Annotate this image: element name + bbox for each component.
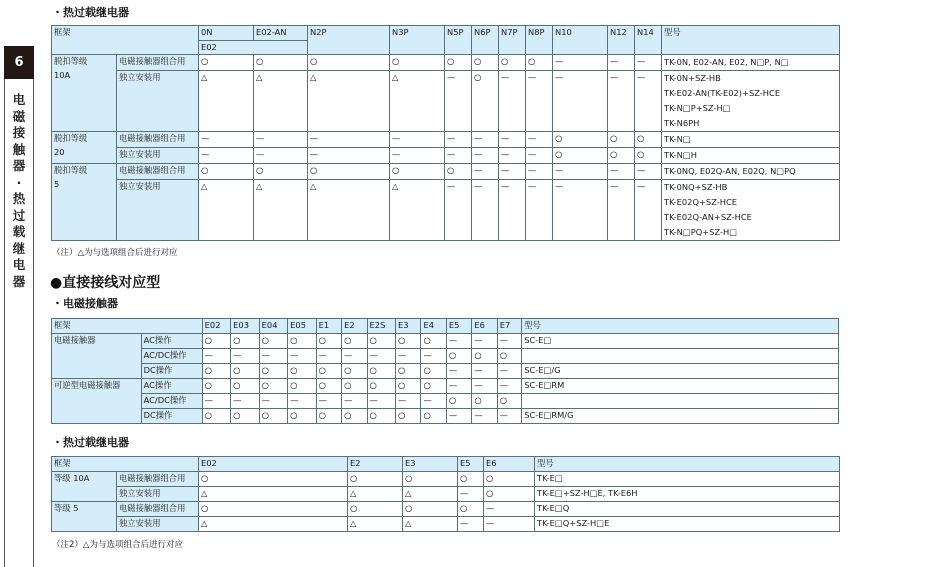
header-frame-cell: N10 (553, 26, 608, 55)
header-frame-cell: N3P (390, 26, 445, 55)
row-cell: ○ (308, 55, 390, 71)
row-cell: ○ (396, 379, 421, 394)
row-cell: ○ (472, 55, 499, 71)
row-cell: — (499, 164, 526, 180)
row-cell: ○ (396, 409, 421, 424)
row-cell: ○ (202, 379, 231, 394)
row-cell: — (458, 487, 484, 502)
row-model: SC-E□RM (522, 379, 839, 394)
row-cell: ○ (316, 334, 341, 349)
header-frame-cell: E2 (348, 457, 403, 472)
row-cell: ○ (367, 334, 396, 349)
row-cell: — (526, 164, 553, 180)
row-operation: AC/DC操作 (141, 349, 202, 364)
header-frame-cell: E02 (199, 457, 348, 472)
table-row (52, 132, 840, 148)
row-kind: 独立安装用 (117, 487, 199, 502)
row-cell: ○ (445, 55, 472, 71)
row-cell: — (526, 148, 553, 164)
row-cell: — (608, 55, 635, 71)
model-line: TK-E02Q-AN+SZ-HCE (664, 212, 752, 222)
row-cell: ○ (308, 164, 390, 180)
row-cell: ○ (202, 364, 231, 379)
row-cell: — (396, 394, 421, 409)
row-model (662, 164, 840, 180)
row-cell: — (445, 180, 472, 241)
header-model: 型号 (535, 457, 840, 472)
header-frame-cell: E05 (288, 319, 317, 334)
model-line: TK-N□ (664, 134, 691, 144)
row-cell: — (396, 349, 421, 364)
row-cell: ○ (231, 409, 260, 424)
row-cell: — (526, 180, 553, 241)
header-frame-cell: E4 (421, 319, 446, 334)
row-cell: ○ (367, 409, 396, 424)
table-row (52, 334, 839, 349)
group-label-line1: 脱扣等级 (54, 56, 88, 66)
row-cell: ○ (421, 364, 446, 379)
row-model: SC-E□/G (522, 364, 839, 379)
row-kind: 电磁接触器组合用 (117, 55, 199, 71)
model-line: TK-0NQ, E02Q-AN, E02Q, N□PQ (664, 166, 796, 176)
header-frame-cell: E6 (484, 457, 535, 472)
chapter-title-text: 电磁接触器·热过载继电器 (12, 92, 26, 289)
row-cell: ○ (390, 55, 445, 71)
table-row (52, 364, 839, 379)
row-cell: — (421, 394, 446, 409)
header-frame-cell: E3 (403, 457, 458, 472)
row-cell: — (254, 148, 308, 164)
row-cell: ○ (254, 55, 308, 71)
table-header-row (52, 457, 840, 472)
row-cell: △ (199, 517, 348, 532)
row-operation: DC操作 (141, 364, 202, 379)
table-header-row (52, 319, 839, 334)
row-cell: ○ (254, 164, 308, 180)
row-cell: — (608, 71, 635, 132)
table-row (52, 349, 839, 364)
row-cell: ○ (367, 379, 396, 394)
row-model: SC-E□RM/G (522, 409, 839, 424)
row-cell: △ (348, 517, 403, 532)
row-kind: 电磁接触器组合用 (117, 502, 199, 517)
section2-title: ●直接接线对应型 (50, 275, 161, 291)
row-cell: ○ (202, 409, 231, 424)
row-cell: ○ (608, 148, 635, 164)
row-cell: — (472, 379, 497, 394)
row-cell: ○ (288, 364, 317, 379)
row-cell: ○ (316, 379, 341, 394)
group-label-line2: 10A (54, 69, 71, 80)
row-model: TK-E□Q+SZ-H□E (535, 517, 840, 532)
table-header-row (52, 26, 840, 41)
thermal-relay-table (51, 25, 840, 241)
row-model (662, 55, 840, 71)
row-cell: △ (403, 517, 458, 532)
row-model (662, 71, 840, 132)
table-row (52, 502, 840, 517)
row-cell: ○ (342, 409, 367, 424)
row-cell: ○ (231, 334, 260, 349)
row-cell: ○ (199, 472, 348, 487)
relay2-table (51, 456, 840, 532)
header-frame-cell: E02 (202, 319, 231, 334)
model-line: TK-0N+SZ-HB (664, 73, 721, 83)
row-cell: ○ (259, 364, 288, 379)
contactor-table (51, 318, 839, 424)
relay2-subtitle: ・热过载继电器 (52, 436, 129, 449)
row-cell: ○ (421, 334, 446, 349)
header-frame-cell: E7 (497, 319, 521, 334)
table-row (52, 379, 839, 394)
row-cell: — (259, 394, 288, 409)
group-label (52, 132, 117, 164)
row-cell: — (202, 394, 231, 409)
row-cell: — (367, 394, 396, 409)
row-cell: — (635, 55, 662, 71)
row-cell: ○ (499, 55, 526, 71)
row-cell: ○ (553, 132, 608, 148)
row-kind: 电磁接触器组合用 (117, 472, 199, 487)
model-line: TK-N□PQ+SZ-H□ (664, 227, 738, 237)
model-line: TK-N6PH (664, 118, 700, 128)
row-cell: ○ (259, 379, 288, 394)
row-cell: ○ (497, 349, 521, 364)
row-cell: △ (390, 71, 445, 132)
row-model (662, 132, 840, 148)
row-cell: — (472, 164, 499, 180)
row-cell: ○ (199, 164, 254, 180)
row-kind: 电磁接触器组合用 (117, 132, 199, 148)
table-row (52, 409, 839, 424)
row-cell: — (308, 148, 390, 164)
header-frame-cell: E1 (316, 319, 341, 334)
table-row (52, 487, 840, 502)
row-cell: — (472, 334, 497, 349)
group-label (52, 55, 117, 132)
row-cell: — (316, 349, 341, 364)
row-cell: ○ (458, 472, 484, 487)
row-cell: — (367, 349, 396, 364)
row-operation: AC操作 (141, 379, 202, 394)
row-cell: — (445, 71, 472, 132)
row-cell: — (484, 517, 535, 532)
row-cell: — (390, 148, 445, 164)
row-model (662, 180, 840, 241)
row-cell: — (497, 334, 521, 349)
row-cell: — (446, 334, 471, 349)
row-cell: ○ (288, 379, 317, 394)
row-cell: — (497, 409, 521, 424)
row-cell: ○ (445, 164, 472, 180)
model-line: TK-0N, E02-AN, E02, N□P, N□ (664, 57, 789, 67)
row-kind: 独立安装用 (117, 71, 199, 132)
header-frame-cell: E02-AN (254, 26, 308, 41)
row-cell: — (390, 132, 445, 148)
row-cell: ○ (421, 379, 446, 394)
row-cell: ○ (458, 502, 484, 517)
row-cell: — (308, 132, 390, 148)
row-cell: — (499, 132, 526, 148)
group-label: 电磁接触器 (52, 334, 142, 379)
row-kind: 独立安装用 (117, 148, 199, 164)
row-cell: — (199, 132, 254, 148)
row-cell: — (484, 502, 535, 517)
row-cell: — (499, 180, 526, 241)
row-cell: ○ (446, 394, 471, 409)
row-cell: △ (348, 487, 403, 502)
contactor-subtitle: ・电磁接触器 (52, 297, 118, 310)
table-row (52, 55, 840, 71)
model-line: TK-E02Q+SZ-HCE (664, 197, 738, 207)
row-cell: △ (308, 71, 390, 132)
row-cell: — (497, 379, 521, 394)
row-cell: ○ (484, 487, 535, 502)
row-cell: — (553, 164, 608, 180)
row-cell: — (499, 148, 526, 164)
group-label-line2: 5 (54, 178, 60, 189)
row-model (522, 394, 839, 409)
table-row (52, 164, 840, 180)
header-frame-cell: N7P (499, 26, 526, 55)
row-cell: — (472, 180, 499, 241)
row-cell: ○ (553, 148, 608, 164)
header-frame-cell: E2S (367, 319, 396, 334)
header-frame-cell: E6 (472, 319, 497, 334)
header-frame: 框架 (52, 26, 199, 55)
row-cell: ○ (288, 409, 317, 424)
row-cell: ○ (316, 409, 341, 424)
row-model: TK-E□+SZ-H□E, TK-E6H (535, 487, 840, 502)
header-frame-cell: 0N (199, 26, 254, 41)
row-cell: ○ (635, 148, 662, 164)
section2-note: （注2）△为与选项组合后进行对应 (52, 540, 183, 550)
header-frame: 框架 (52, 457, 199, 472)
section1-subtitle: ・热过载继电器 (52, 6, 129, 19)
row-cell: — (446, 409, 471, 424)
row-model (522, 349, 839, 364)
row-cell: ○ (390, 164, 445, 180)
row-cell: — (635, 180, 662, 241)
row-cell: ○ (484, 472, 535, 487)
chapter-title-vertical (5, 92, 33, 290)
row-model: TK-E□ (535, 472, 840, 487)
row-cell: — (608, 180, 635, 241)
header-frame-cell: E5 (458, 457, 484, 472)
row-cell: ○ (231, 364, 260, 379)
row-cell: ○ (403, 502, 458, 517)
row-cell: ○ (288, 334, 317, 349)
row-cell: △ (254, 180, 308, 241)
row-cell: — (342, 394, 367, 409)
header-frame-cell: N5P (445, 26, 472, 55)
chapter-number: 6 (4, 46, 34, 79)
chapter-side-tab (4, 46, 34, 567)
row-cell: — (499, 71, 526, 132)
group-label: 等级 5 (52, 502, 117, 532)
group-label-line1: 脱扣等级 (54, 133, 88, 143)
row-cell: — (472, 132, 499, 148)
header-frame-cell: N12 (608, 26, 635, 55)
header-frame-cell: E5 (446, 319, 471, 334)
row-cell: — (472, 148, 499, 164)
model-line: TK-0NQ+SZ-HB (664, 182, 728, 192)
row-cell: ○ (231, 379, 260, 394)
row-cell: — (231, 394, 260, 409)
row-cell: — (288, 394, 317, 409)
row-cell: — (254, 132, 308, 148)
row-cell: ○ (348, 472, 403, 487)
header-frame-cell: N8P (526, 26, 553, 55)
row-cell: △ (199, 71, 254, 132)
row-cell: — (608, 164, 635, 180)
row-cell: — (446, 379, 471, 394)
header-frame-cell: N14 (635, 26, 662, 55)
row-cell: — (231, 349, 260, 364)
row-cell: ○ (526, 55, 553, 71)
row-cell: ○ (608, 132, 635, 148)
group-label: 可逆型电磁接触器 (52, 379, 142, 424)
row-operation: AC/DC操作 (141, 394, 202, 409)
row-cell: ○ (199, 55, 254, 71)
row-cell: ○ (259, 409, 288, 424)
header-frame-cell: N6P (472, 26, 499, 55)
group-label-line1: 脱扣等级 (54, 165, 88, 175)
group-label-line2: 20 (54, 146, 65, 157)
row-cell: — (472, 364, 497, 379)
row-cell: ○ (342, 334, 367, 349)
row-cell: ○ (403, 472, 458, 487)
row-cell: ○ (348, 502, 403, 517)
header-frame-cell: E2 (342, 319, 367, 334)
row-cell: — (445, 132, 472, 148)
header-frame-cell: N2P (308, 26, 390, 55)
header-frame-cell: E03 (231, 319, 260, 334)
row-kind: 独立安装用 (117, 180, 199, 241)
row-kind: 电磁接触器组合用 (117, 164, 199, 180)
row-operation: DC操作 (141, 409, 202, 424)
row-kind: 独立安装用 (117, 517, 199, 532)
row-cell: — (202, 349, 231, 364)
table-row (52, 472, 840, 487)
table-row (52, 148, 840, 164)
row-cell: ○ (202, 334, 231, 349)
header-frame-cell: E04 (259, 319, 288, 334)
row-cell: — (553, 180, 608, 241)
model-line: TK-E02-AN(TK-E02)+SZ-HCE (664, 88, 781, 98)
row-cell: ○ (316, 364, 341, 379)
row-cell: — (199, 148, 254, 164)
row-cell: — (445, 148, 472, 164)
row-cell: ○ (199, 502, 348, 517)
row-cell: — (526, 71, 553, 132)
row-cell: ○ (497, 394, 521, 409)
row-cell: ○ (342, 379, 367, 394)
row-cell: △ (403, 487, 458, 502)
row-cell: △ (254, 71, 308, 132)
model-line: TK-N□P+SZ-H□ (664, 103, 731, 113)
group-label (52, 164, 117, 241)
row-cell: ○ (396, 364, 421, 379)
row-operation: AC操作 (141, 334, 202, 349)
row-cell: — (342, 349, 367, 364)
row-cell: — (553, 71, 608, 132)
header-frame-sub: E02 (199, 40, 308, 55)
row-model (662, 148, 840, 164)
row-cell: △ (308, 180, 390, 241)
row-cell: ○ (367, 364, 396, 379)
header-model: 型号 (662, 26, 840, 55)
header-frame: 框架 (52, 319, 203, 334)
row-cell: — (472, 409, 497, 424)
row-cell: — (316, 394, 341, 409)
section1-note: （注）△为与选项组合后进行对应 (52, 248, 178, 258)
table-row (52, 394, 839, 409)
row-cell: ○ (635, 132, 662, 148)
row-cell: — (259, 349, 288, 364)
row-cell: — (458, 517, 484, 532)
row-cell: — (635, 164, 662, 180)
row-cell: ○ (446, 349, 471, 364)
row-cell: — (288, 349, 317, 364)
row-cell: ○ (342, 364, 367, 379)
row-cell: — (553, 55, 608, 71)
row-cell: ○ (472, 349, 497, 364)
row-cell: △ (199, 487, 348, 502)
row-cell: △ (199, 180, 254, 241)
row-cell: △ (390, 180, 445, 241)
model-line: TK-N□H (664, 150, 697, 160)
row-cell: — (446, 364, 471, 379)
row-cell: ○ (472, 394, 497, 409)
row-model: SC-E□ (522, 334, 839, 349)
header-frame-cell: E3 (396, 319, 421, 334)
row-cell: ○ (259, 334, 288, 349)
row-cell: ○ (396, 334, 421, 349)
table-row (52, 71, 840, 132)
group-label: 等级 10A (52, 472, 117, 502)
row-cell: — (635, 71, 662, 132)
table-row (52, 180, 840, 241)
table-row (52, 517, 840, 532)
row-cell: — (497, 364, 521, 379)
header-model: 型号 (522, 319, 839, 334)
row-cell: ○ (421, 409, 446, 424)
row-cell: — (526, 132, 553, 148)
row-model: TK-E□Q (535, 502, 840, 517)
row-cell: — (421, 349, 446, 364)
row-cell: ○ (472, 71, 499, 132)
